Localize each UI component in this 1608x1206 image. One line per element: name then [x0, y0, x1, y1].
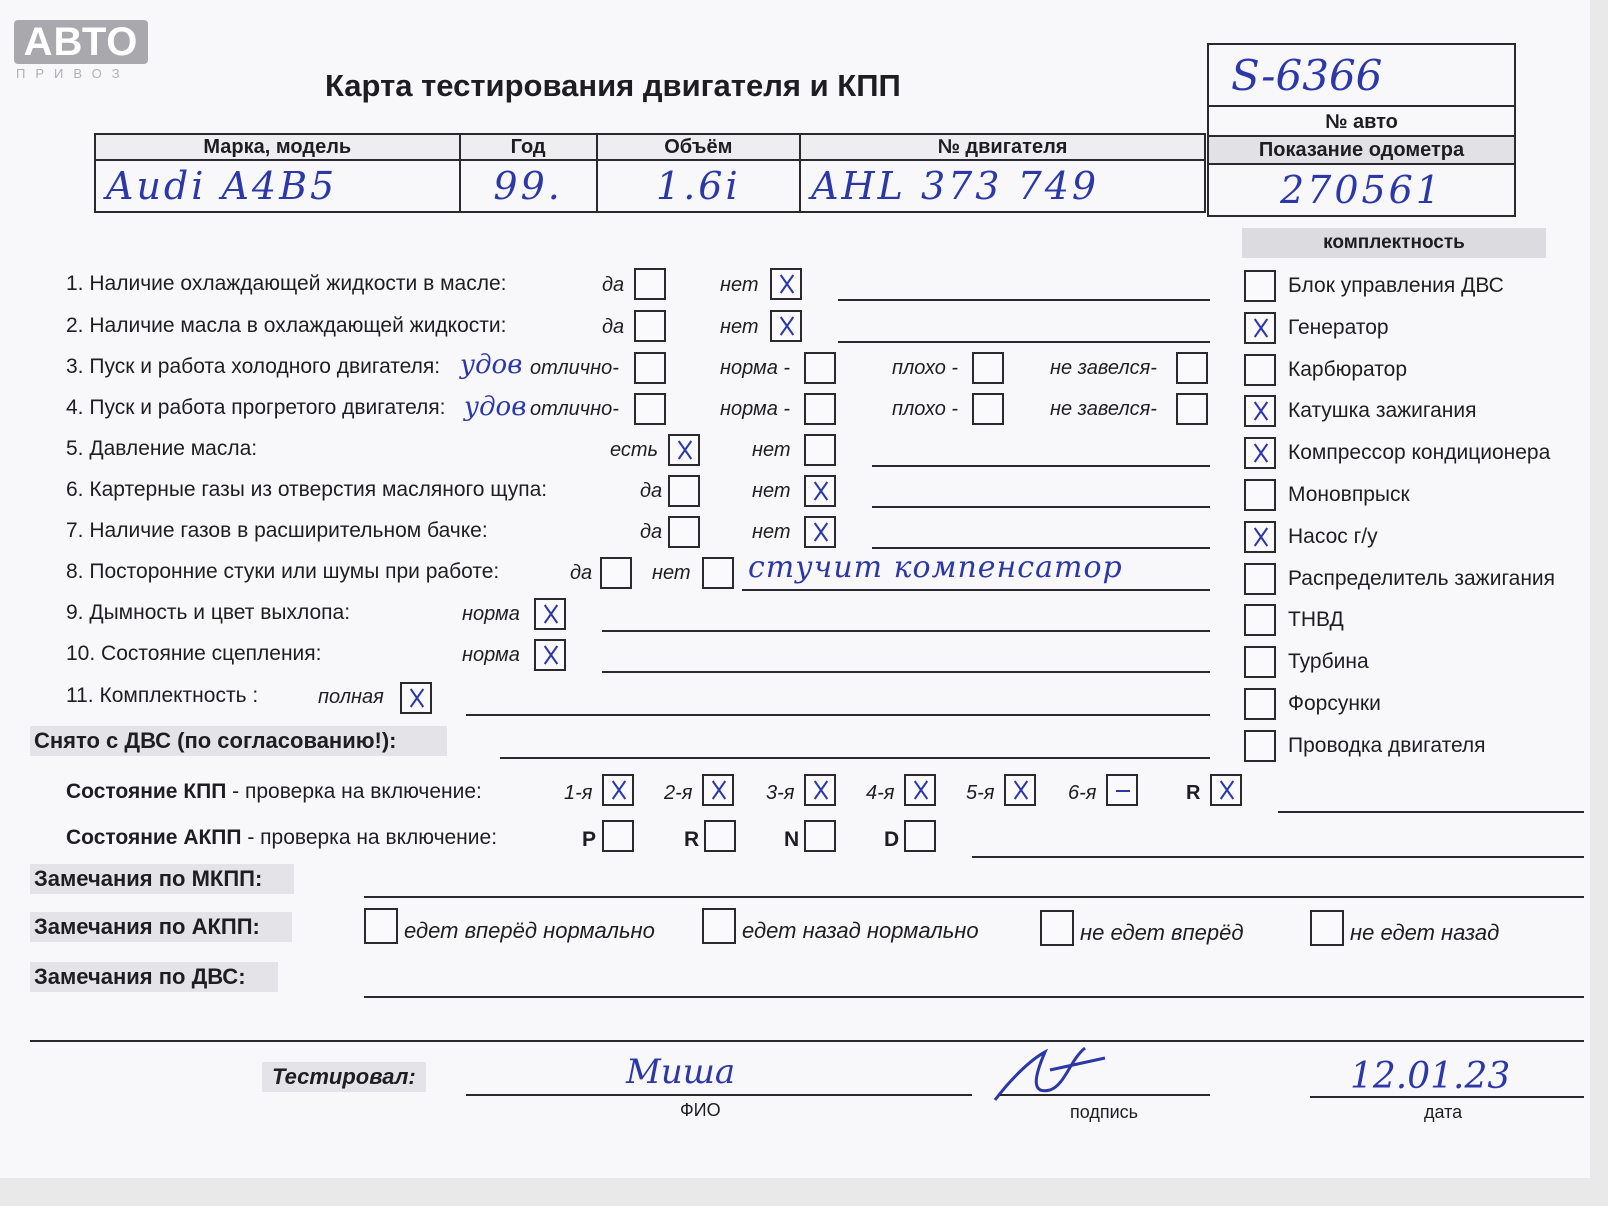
- q1-no-checkbox[interactable]: [770, 268, 802, 300]
- q1-yes-label: да: [602, 274, 625, 296]
- odometer-value: 270561: [1279, 168, 1444, 212]
- page-title: Карта тестирования двигателя и КПП: [325, 68, 901, 103]
- akpp-reverse-ok-label: едет назад нормально: [742, 918, 979, 943]
- remarks-extra-line: [30, 1040, 1584, 1042]
- question-7: 7. Наличие газов в расширительном бачке:: [66, 519, 488, 542]
- q3-note: удов: [460, 350, 523, 380]
- akpp-forward-ok-checkbox[interactable]: [364, 908, 398, 944]
- odometer-label: Показание одометра: [1209, 137, 1514, 165]
- akpp-mode-checkbox[interactable]: [602, 820, 634, 852]
- q3-excellent-checkbox[interactable]: [634, 352, 666, 384]
- kit-item-label: Карбюратор: [1288, 357, 1408, 381]
- q11-full-checkbox[interactable]: [400, 682, 432, 714]
- gear-checkbox[interactable]: [1106, 774, 1138, 806]
- col-volume: Объём: [597, 134, 800, 160]
- test-date: 12.01.23: [1350, 1056, 1511, 1097]
- question-3: 3. Пуск и работа холодного двигателя:: [66, 355, 441, 378]
- q5-no-checkbox[interactable]: [804, 434, 836, 466]
- q10-normal-checkbox[interactable]: [534, 639, 566, 671]
- col-year: Год: [460, 134, 597, 160]
- q8-no-checkbox[interactable]: [702, 557, 734, 589]
- kit-item-label: Катушка зажигания: [1288, 399, 1477, 423]
- kit-item-label: Турбина: [1288, 650, 1369, 674]
- kit-item-label: Форсунки: [1288, 692, 1381, 715]
- q11-full-label: полная: [318, 686, 384, 708]
- kit-checkbox[interactable]: [1244, 354, 1276, 386]
- question-5: 5. Давление масла:: [66, 437, 258, 460]
- question-8: 8. Посторонние стуки или шумы при работе:: [66, 560, 500, 583]
- q9-line: [602, 630, 1210, 632]
- question-6: 6. Картерные газы из отверстия масляного щупа:: [66, 478, 548, 501]
- q9-normal-checkbox[interactable]: [534, 598, 566, 630]
- q8-no-label: нет: [652, 562, 691, 584]
- q1-line: [838, 299, 1210, 301]
- akpp-reverse-ok-checkbox[interactable]: [702, 908, 736, 944]
- q3-nostart-checkbox[interactable]: [1176, 352, 1208, 384]
- q5-line: [872, 465, 1210, 467]
- q3-normal-checkbox[interactable]: [804, 352, 836, 384]
- car-number-box: [1207, 43, 1516, 217]
- question-10: 10. Состояние сцепления:: [66, 642, 322, 665]
- gear-label: 6-я: [1068, 782, 1097, 804]
- q7-no-checkbox[interactable]: [804, 516, 836, 548]
- q6-no-label: нет: [752, 480, 791, 502]
- remarks-akpp-label: Замечания по АКПП:: [30, 912, 292, 942]
- q3-normal-label: норма -: [720, 357, 791, 379]
- akpp-mode-label: N: [784, 828, 800, 851]
- gear-label: 3-я: [766, 782, 795, 804]
- fio-line: [466, 1094, 972, 1096]
- gear-label: 5-я: [966, 782, 995, 804]
- remarks-mkpp-label: Замечания по МКПП:: [30, 864, 294, 894]
- q8-line: [742, 589, 1210, 591]
- gear-checkbox[interactable]: [602, 774, 634, 806]
- q2-yes-label: да: [602, 316, 625, 338]
- car-number-label: № авто: [1209, 109, 1514, 137]
- signature: [990, 1040, 1110, 1110]
- q4-normal-checkbox[interactable]: [804, 393, 836, 425]
- gear-label: 1-я: [564, 782, 593, 804]
- akpp-no-forward-label: не едет вперёд: [1080, 920, 1244, 945]
- q3-excellent-label: отлично-: [530, 357, 619, 379]
- q6-line: [872, 506, 1210, 508]
- akpp-no-reverse-label: не едет назад: [1350, 920, 1500, 945]
- sign-line: [1000, 1094, 1210, 1096]
- akpp-heading: Состояние АКПП - проверка на включение:: [66, 826, 498, 849]
- akpp-mode-label: R: [684, 828, 700, 851]
- kit-item-label: Проводка двигателя: [1288, 733, 1486, 757]
- kit-item-label: ТНВД: [1288, 608, 1344, 632]
- gear-checkbox[interactable]: [1210, 774, 1242, 806]
- q4-bad-checkbox[interactable]: [972, 393, 1004, 425]
- akpp-mode-checkbox[interactable]: [804, 820, 836, 852]
- kit-item-label: Насос г/у: [1288, 524, 1378, 548]
- q10-line: [602, 671, 1210, 673]
- q1-no-label: нет: [720, 274, 759, 296]
- q2-no-checkbox[interactable]: [770, 310, 802, 342]
- gear-checkbox[interactable]: [804, 774, 836, 806]
- q4-normal-label: норма -: [720, 398, 791, 420]
- gear-label: 4-я: [866, 782, 895, 804]
- question-1: 1. Наличие охлаждающей жидкости в масле:: [66, 272, 507, 295]
- q6-yes-checkbox[interactable]: [668, 475, 700, 507]
- kit-checkbox[interactable]: [1244, 395, 1276, 427]
- make-model-value: Audi A4B5: [95, 160, 460, 212]
- remarks-mkpp-line: [364, 896, 1584, 898]
- gear-label: R: [1186, 782, 1201, 804]
- kit-checkbox[interactable]: [1244, 437, 1276, 469]
- tester-name: Миша: [626, 1052, 736, 1092]
- akpp-mode-checkbox[interactable]: [704, 820, 736, 852]
- kit-item-label: Генератор: [1288, 315, 1389, 339]
- kit-checkbox[interactable]: [1244, 604, 1276, 636]
- kit-checkbox[interactable]: [1244, 312, 1276, 344]
- q4-note: удов: [464, 392, 527, 422]
- q3-bad-label: плохо -: [892, 357, 959, 379]
- kit-checkbox[interactable]: [1244, 730, 1276, 762]
- kit-item-label: Компрессор кондиционера: [1288, 441, 1551, 465]
- q8-yes-label: да: [570, 562, 593, 584]
- q4-excellent-label: отлично-: [530, 398, 619, 420]
- kit-heading: комплектность: [1242, 228, 1546, 258]
- q6-no-checkbox[interactable]: [804, 475, 836, 507]
- q3-nostart-label: не завелся-: [1050, 357, 1157, 379]
- akpp-mode-checkbox[interactable]: [904, 820, 936, 852]
- gear-checkbox[interactable]: [1004, 774, 1036, 806]
- q10-normal-label: норма: [462, 644, 520, 666]
- q7-yes-label: да: [640, 521, 663, 543]
- q5-yes-label: есть: [610, 439, 659, 461]
- kit-checkbox[interactable]: [1244, 479, 1276, 511]
- q7-line: [872, 547, 1210, 549]
- question-4: 4. Пуск и работа прогретого двигателя:: [66, 396, 446, 419]
- q4-excellent-checkbox[interactable]: [634, 393, 666, 425]
- q9-normal-label: норма: [462, 603, 520, 625]
- kit-item-label: Моновпрыск: [1288, 483, 1410, 506]
- sign-label: подпись: [1070, 1102, 1139, 1122]
- remarks-dvs-line: [364, 996, 1584, 998]
- kpp-line: [1278, 811, 1584, 813]
- q8-yes-checkbox[interactable]: [600, 557, 632, 589]
- q1-yes-checkbox[interactable]: [634, 268, 666, 300]
- q7-no-label: нет: [752, 521, 791, 543]
- logo-subtitle: ПРИВОЗ: [16, 66, 130, 81]
- gear-checkbox[interactable]: [702, 774, 734, 806]
- akpp-no-reverse-checkbox[interactable]: [1310, 910, 1344, 946]
- kit-checkbox[interactable]: [1244, 270, 1276, 302]
- q3-bad-checkbox[interactable]: [972, 352, 1004, 384]
- q2-yes-checkbox[interactable]: [634, 310, 666, 342]
- question-9: 9. Дымность и цвет выхлопа:: [66, 601, 351, 624]
- kit-checkbox[interactable]: [1244, 646, 1276, 678]
- q5-no-label: нет: [752, 439, 791, 461]
- avtoprivoz-logo: АВТО: [14, 20, 148, 64]
- question-2: 2. Наличие масла в охлаждающей жидкости:: [66, 314, 507, 337]
- kit-checkbox[interactable]: [1244, 521, 1276, 553]
- akpp-mode-label: P: [582, 828, 597, 851]
- car-number-value: S-6366: [1209, 45, 1514, 107]
- q4-bad-label: плохо -: [892, 398, 959, 420]
- q7-yes-checkbox[interactable]: [668, 516, 700, 548]
- akpp-mode-label: D: [884, 828, 900, 851]
- kit-item-label: Распределитель зажигания: [1288, 566, 1556, 590]
- remarks-dvs-label: Замечания по ДВС:: [30, 962, 278, 992]
- q4-nostart-checkbox[interactable]: [1176, 393, 1208, 425]
- kit-checkbox[interactable]: [1244, 563, 1276, 595]
- engine-number-value: AHL 373 749: [800, 160, 1205, 212]
- volume-value: 1.6i: [597, 160, 800, 212]
- q11-line: [466, 714, 1210, 716]
- col-make-model: Марка, модель: [95, 134, 460, 160]
- gear-checkbox[interactable]: [904, 774, 936, 806]
- date-line: [1310, 1096, 1584, 1098]
- removed-line: [500, 757, 1210, 759]
- kit-item-label: Блок управления ДВС: [1288, 274, 1504, 297]
- q5-yes-checkbox[interactable]: [668, 434, 700, 466]
- kit-checkbox[interactable]: [1244, 688, 1276, 720]
- gear-label: 2-я: [664, 782, 693, 804]
- fio-label: ФИО: [680, 1100, 721, 1120]
- year-value: 99.: [460, 160, 597, 212]
- kpp-heading: Состояние КПП - проверка на включение:: [66, 780, 482, 803]
- akpp-no-forward-checkbox[interactable]: [1040, 910, 1074, 946]
- akpp-line: [972, 856, 1584, 858]
- date-label: дата: [1424, 1102, 1463, 1122]
- q2-no-label: нет: [720, 316, 759, 338]
- tested-by-label: Тестировал:: [262, 1062, 426, 1092]
- q8-note: стучит компенсатор: [748, 550, 1123, 585]
- q6-yes-label: да: [640, 480, 663, 502]
- col-engine-number: № двигателя: [800, 134, 1205, 160]
- vehicle-info-table: [94, 133, 1206, 213]
- q2-line: [838, 341, 1210, 343]
- q4-nostart-label: не завелся-: [1050, 398, 1157, 420]
- removed-heading: Снято с ДВС (по согласованию!):: [30, 726, 447, 756]
- akpp-forward-ok-label: едет вперёд нормально: [404, 918, 655, 943]
- question-11: 11. Комплектность :: [66, 684, 259, 707]
